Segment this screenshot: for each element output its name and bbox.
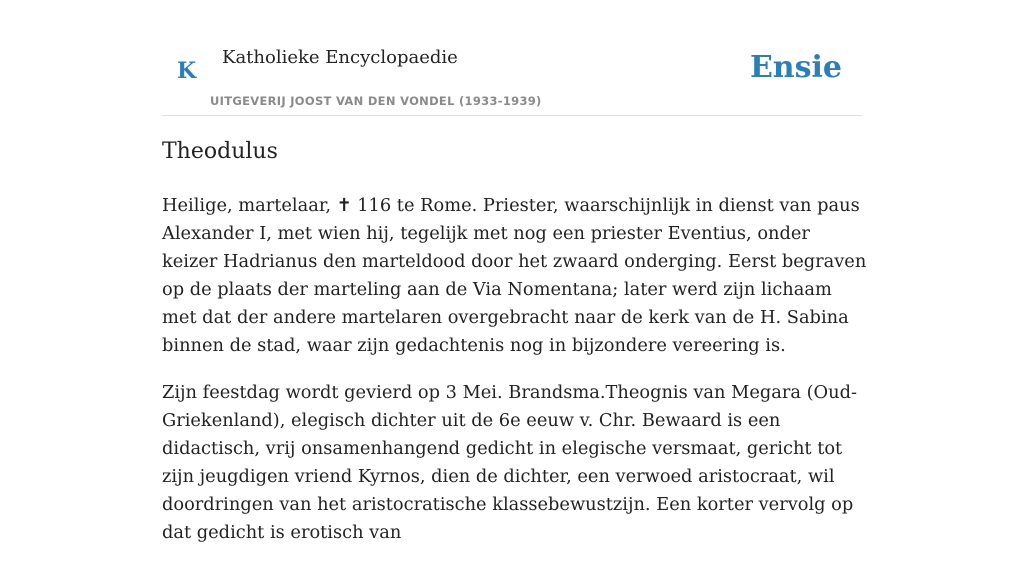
article-paragraph: Heilige, martelaar, ✝ 116 te Rome. Priester, waarschijnlijk in dienst van paus Alexander I, met wien hij, tegelijk met nog een priester Eventius, onder keizer Hadrianus den marteldood door het zwaard onderging. Eerst begraven op de plaats der marteling aan de Via Nomentana; later werd zijn lichaam met dat der andere martelaren overgebracht naar de kerk van de H. Sabina binnen de stad, waar zijn gedachtenis nog in bijzondere vereering is. [162,195,867,356]
publisher-subtitle: UITGEVERIJ JOOST VAN DEN VONDEL (1933-1939) [210,94,542,108]
site-header [162,40,862,116]
article-body [162,192,867,566]
article-title: Theodulus [162,139,278,164]
site-logo[interactable]: K [177,58,197,84]
site-title[interactable]: Katholieke Encyclopaedie [222,47,458,68]
article-paragraph: Zijn feestdag wordt gevierd op 3 Mei. Brandsma.Theognis van Megara (Oud-Griekenland), elegisch dichter uit de 6e eeuw v. Chr. Bewaard is een didactisch, vrij onsamenhangend gedicht in elegische versmaat, gericht tot zijn jeugdigen vriend Kyrnos, dien de dichter, een verwoed aristocraat, wil doordringen van het aristocratische klassebewustzijn. Een korter vervolg op dat gedicht is erotisch van [162,382,857,543]
brand-logo[interactable]: Ensie [749,50,842,85]
